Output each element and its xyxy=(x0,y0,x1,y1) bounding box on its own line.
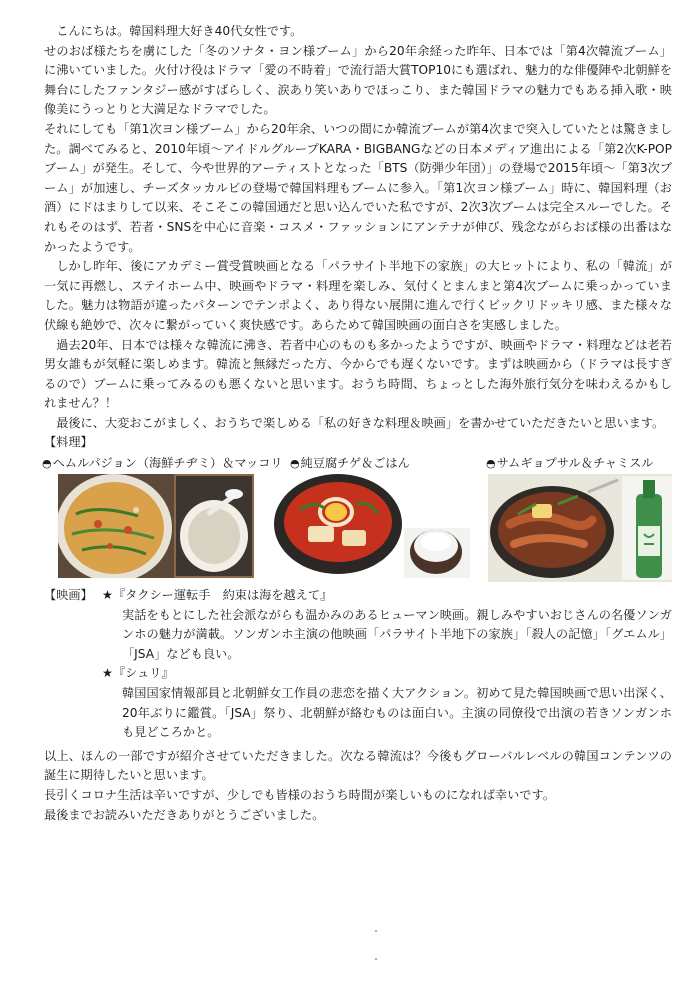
food-photo-row xyxy=(44,474,672,582)
movie-1-heading xyxy=(44,586,672,606)
samgyeopsal-photo xyxy=(488,474,672,582)
document-page xyxy=(44,22,672,825)
dish-caption-row xyxy=(44,454,672,472)
movie-heading: 【映画】 xyxy=(44,588,93,603)
dish-caption-3 xyxy=(486,454,653,474)
movie-1-description: 実話をもとにした社会派ながらも温かみのあるヒューマン映画。親しみやすいおじさんの名優ソンガンホの魅力が満載。ソンガンホ主演の他映画「パラサイト半地下の家族」「殺人の記憶」「グエムル」「JSA」なども良い。 xyxy=(122,607,672,661)
bowl-icon: ◓ xyxy=(290,457,300,471)
intro-paragraph-2: せのおば様たちを虜にした「冬のソナタ・ヨン様ブーム」から20年余経った昨年、日本では「第4次韓流ブーム」に沸いていました。火付け役はドラマ「愛の不時着」で流行語大賞TOP10にも選ばれ、魅力的な俳優陣や北朝鮮を舞台にしたファンタジー感がすばらしく、涙あり笑いありでほっこり、また韓国ドラマの魅力でもある挿入歌・映像美にうっとりと大満足なドラマでした。 xyxy=(44,43,672,117)
bowl-icon: ◓ xyxy=(42,457,52,471)
bowl-icon: ◓ xyxy=(486,457,496,471)
intro-greeting: こんにちは。韓国料理大好き40代女性です。 xyxy=(56,24,303,38)
closing-paragraph-1: 以上、ほんの一部ですが紹介させていただきました。次なる韓流は？今後もグローバルレベルの韓国コンテンツの誕生に期待したいと思います。 xyxy=(44,748,672,783)
tofu-stew-photo xyxy=(274,474,470,580)
movie-2-title: 『シュリ』 xyxy=(112,666,174,681)
movie-2-description: 韓国国家情報部員と北朝鮮女工作員の悲恋を描く大アクション。初めて見た韓国映画で思い出深く、20年ぶりに鑑賞。「JSA」祭り、北朝鮮が絡むものは面白い。主演の同僚役で出演の若きソンガンホも見どころかと。 xyxy=(122,686,672,740)
movie-2-heading xyxy=(44,664,672,684)
closing-paragraph-2: 長引くコロナ生活は辛いですが、少しでも皆様のおうち時間が楽しいものになれば幸いです。 xyxy=(44,788,555,802)
seafood-pancake-photo xyxy=(58,474,254,578)
intro-paragraph-5: 過去20年、日本では様々な韓流に沸き、若者中心のものも多かったようですが、映画やドラマ・料理などは老若男女誰もが気軽に楽しめます。韓流と無縁だった方、今からでも遅くないです。まずは映画から（ドラマは長すぎるので）ブームに乗ってみるのも悪くないと思います。おうち時間、ちょっとした海外旅行気分を味わえるかもしれません？！ xyxy=(44,337,672,411)
dish-label-3: サムギョプサル＆チャミスル xyxy=(496,456,654,471)
dish-caption-1 xyxy=(42,454,283,474)
dish-caption-2 xyxy=(290,454,410,474)
intro-paragraph-4: しかし昨年、後にアカデミー賞受賞映画となる「パラサイト半地下の家族」の大ヒットにより、私の「韓流」が一気に再燃し、ステイホーム中、映画やドラマ・料理を楽しみ、気付くとまんまと第4次ブームに乗っかっていました。魅力は物語が違ったパターンでテンポよく、あり得ない展開に進んで行くビックリドッキリ感、また様々な伏線も絶妙で、次々に繋がっていく爽快感です。あらためて韓国映画の面白さを実感しました。 xyxy=(44,259,672,332)
movie-1-title: 『タクシー運転手 約束は海を越えて』 xyxy=(112,588,333,603)
scan-speck xyxy=(375,958,377,960)
scan-speck xyxy=(375,930,377,932)
intro-paragraph-6: 最後に、大変おこがましく、おうちで楽しめる「私の好きな料理＆映画」を書かせていただきたいと思います。 xyxy=(56,415,665,430)
dish-label-1: ヘムルパジョン（海鮮チヂミ）＆マッコリ xyxy=(52,456,283,471)
dish-label-2: 純豆腐チゲ＆ごはん xyxy=(300,456,410,471)
closing-paragraph-3: 最後までお読みいただきありがとうございました。 xyxy=(44,807,325,822)
star-icon: ★ xyxy=(102,588,113,603)
food-heading: 【料理】 xyxy=(44,435,93,450)
intro-paragraph-3: それにしても「第1次ヨン様ブーム」から20年余、いつの間にか韓流ブームが第4次まで突入していたとは驚きました。調べてみると、2010年頃〜アイドルグループKARA・BIGBANGなどの日本メディア進出による「第2次K-POPブーム」が発生。そして、今や世界的アーティストとなった「BTS（防弾少年団）」の登場で2015年頃〜「第3次ブーム」が加速し、チーズタッカルビの登場で韓国料理もブームに参入。「第1次ヨン様ブーム」時に、韓国料理（お酒）にドはまりして以来、そこそこの韓国通だと思い込んでいた私ですが、2次3次ブームは完全スルーでした。それもそのはず、若者・SNSを中心に音楽・コスメ・ファッションにアンテナが伸び、残念ながらおば様の出番はなかったようです。 xyxy=(44,121,672,254)
star-icon: ★ xyxy=(102,666,113,681)
